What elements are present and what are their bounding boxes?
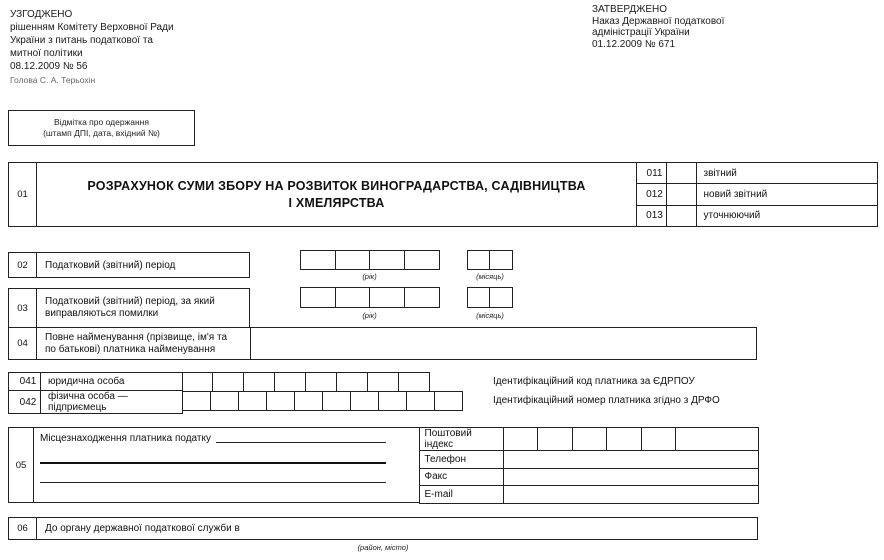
year-digit-cell[interactable] <box>369 250 405 270</box>
approved-line: Наказ Державної податкової <box>592 15 725 27</box>
report-type-row <box>636 163 877 184</box>
drfo-digit-cell[interactable] <box>238 391 268 411</box>
row-03-label <box>37 289 215 327</box>
drfo-digit-cell[interactable] <box>322 391 352 411</box>
agreed-line: України з питань податкової та <box>10 35 153 46</box>
edrpou-code-cells <box>182 372 431 392</box>
agreed-line: рішенням Комітету Верховної Ради <box>10 22 174 33</box>
address-area <box>34 428 419 502</box>
row-04-label-line2: по батькові) платника найменування <box>45 343 216 355</box>
year-digit-cell[interactable] <box>300 250 336 270</box>
row-code-04: 04 <box>9 328 37 359</box>
agreed-line: митної політики <box>10 48 83 59</box>
postal-digit-cell[interactable] <box>538 428 572 451</box>
drfo-digit-cell[interactable] <box>182 391 212 411</box>
postal-digit-cell[interactable] <box>504 428 538 451</box>
row-code-06: 06 <box>9 518 37 539</box>
period-month-cells <box>467 250 513 270</box>
approved-title: ЗАТВЕРДЖЕНО <box>592 4 668 15</box>
address-line[interactable] <box>216 430 386 443</box>
approved-date: 01.12.2009 № 671 <box>592 38 676 50</box>
period-year-cells <box>300 250 440 270</box>
id-edrpou-label: Ідентифікаційний код платника за ЄДРПОУ <box>493 376 695 387</box>
row-06-tax-office <box>8 517 758 540</box>
drfo-digit-cell[interactable] <box>266 391 296 411</box>
form-title-line1: РОЗРАХУНОК СУМИ ЗБОРУ НА РОЗВИТОК ВИНОГРАДАРСТВА, САДІВНИЦТВА <box>87 178 586 193</box>
report-type-code: 013 <box>636 205 666 226</box>
edrpou-digit-cell[interactable] <box>367 372 399 392</box>
row-code-01: 01 <box>9 163 37 226</box>
drfo-digit-cell[interactable] <box>210 391 240 411</box>
receipt-line2: (штамп ДПІ, дата, вхідний №) <box>43 128 160 138</box>
phone-row <box>419 451 758 469</box>
edrpou-digit-cell[interactable] <box>243 372 275 392</box>
fax-label: Факс <box>419 468 504 486</box>
email-field[interactable] <box>504 486 759 504</box>
corrected-year-cells <box>300 287 440 308</box>
approved-block <box>592 4 882 50</box>
agreed-title: УЗГОДЖЕНО <box>10 9 73 20</box>
month-digit-cell[interactable] <box>467 250 491 270</box>
year-digit-cell[interactable] <box>404 250 440 270</box>
edrpou-digit-cell[interactable] <box>336 372 368 392</box>
report-type-row <box>636 184 877 205</box>
report-type-table <box>636 162 878 227</box>
edrpou-digit-cell[interactable] <box>398 372 430 392</box>
row-04-label-line1: Повне найменування (прізвище, ім'я та <box>45 331 228 343</box>
email-row <box>419 486 758 504</box>
year-digit-cell[interactable] <box>335 287 371 308</box>
drfo-digit-cell[interactable] <box>406 391 436 411</box>
postal-digit-cell[interactable] <box>607 428 641 451</box>
agreed-block <box>10 8 280 87</box>
report-type-code: 012 <box>636 184 666 205</box>
approved-line: адміністрації України <box>592 27 690 38</box>
receipt-line1: Відмітка про одержання <box>54 117 149 127</box>
report-type-mark-cell[interactable] <box>666 205 696 226</box>
edrpou-digit-cell[interactable] <box>305 372 337 392</box>
address-label: Місцезнаходження платника податку <box>40 433 211 444</box>
month-hint: (місяць) <box>476 311 504 320</box>
postal-digit-cell[interactable] <box>572 428 606 451</box>
row-code-041: 041 <box>9 373 41 391</box>
report-type-label: уточнюючий <box>696 205 877 226</box>
year-digit-cell[interactable] <box>300 287 336 308</box>
postal-digit-cell[interactable] <box>641 428 675 451</box>
row-03-label-line1: Податковий (звітний) період, за який <box>45 296 215 307</box>
corrected-month-cells <box>467 287 513 308</box>
form-title-line2: І ХМЕЛЯРСТВА <box>288 195 385 210</box>
row-042-label: фізична особа — підприємець <box>41 391 183 414</box>
report-type-mark-cell[interactable] <box>666 184 696 205</box>
drfo-digit-cell[interactable] <box>434 391 464 411</box>
edrpou-digit-cell[interactable] <box>182 372 214 392</box>
drfo-digit-cell[interactable] <box>294 391 324 411</box>
row-03-corrected-period <box>8 288 250 328</box>
row-03-label-line2: виправляються помилки <box>45 308 159 319</box>
postal-index-row <box>419 428 758 451</box>
edrpou-digit-cell[interactable] <box>212 372 244 392</box>
row-05-address <box>8 427 420 503</box>
payer-name-field[interactable] <box>251 328 756 359</box>
drfo-digit-cell[interactable] <box>350 391 380 411</box>
phone-label: Телефон <box>419 451 504 469</box>
email-label: E-mail <box>419 486 504 504</box>
drfo-digit-cell[interactable] <box>378 391 408 411</box>
report-type-label: новий звітний <box>696 184 877 205</box>
postal-filler <box>675 428 758 451</box>
row-code-042: 042 <box>9 391 41 414</box>
form-title-row <box>8 162 637 227</box>
edrpou-digit-cell[interactable] <box>274 372 306 392</box>
year-digit-cell[interactable] <box>369 287 405 308</box>
phone-field[interactable] <box>504 451 759 469</box>
fax-row <box>419 468 758 486</box>
row-04-payer-name <box>8 327 757 360</box>
row-041-label: юридична особа <box>41 373 183 391</box>
month-digit-cell[interactable] <box>489 250 513 270</box>
postal-index-label: Поштовий індекс <box>419 428 504 451</box>
year-digit-cell[interactable] <box>335 250 371 270</box>
agreed-date: 08.12.2009 № 56 <box>10 61 88 72</box>
contact-table <box>419 427 759 504</box>
report-type-code: 011 <box>636 163 666 184</box>
id-drfo-label: Ідентифікаційний номер платника згідно з ДРФО <box>493 395 720 406</box>
report-type-mark-cell[interactable] <box>666 163 696 184</box>
row-code-05: 05 <box>9 428 34 502</box>
row-06-label: До органу державної податкової служби в <box>45 523 240 534</box>
year-hint: (рік) <box>362 272 377 281</box>
year-digit-cell[interactable] <box>404 287 440 308</box>
receipt-stamp-box <box>8 110 195 146</box>
row-code-02: 02 <box>9 253 37 277</box>
row-042-individual <box>9 391 183 414</box>
address-line[interactable] <box>40 452 386 464</box>
report-type-label: звітний <box>696 163 877 184</box>
address-line[interactable] <box>40 471 386 483</box>
row-04-label <box>37 328 251 359</box>
report-type-row <box>636 205 877 226</box>
agreed-signature: Голова С. А. Терьохін <box>10 75 96 85</box>
year-hint: (рік) <box>362 311 377 320</box>
fax-field[interactable] <box>504 468 759 486</box>
payer-kind-table <box>8 372 183 414</box>
month-digit-cell[interactable] <box>489 287 513 308</box>
row-02-period <box>8 252 250 278</box>
district-city-hint: (район, місто) <box>357 543 409 552</box>
row-041-legal-entity <box>9 373 183 391</box>
month-digit-cell[interactable] <box>467 287 491 308</box>
month-hint: (місяць) <box>476 272 504 281</box>
row-02-label: Податковий (звітний) період <box>45 259 176 271</box>
row-code-03: 03 <box>9 289 37 327</box>
form-title <box>37 163 636 226</box>
drfo-number-cells <box>182 391 464 411</box>
